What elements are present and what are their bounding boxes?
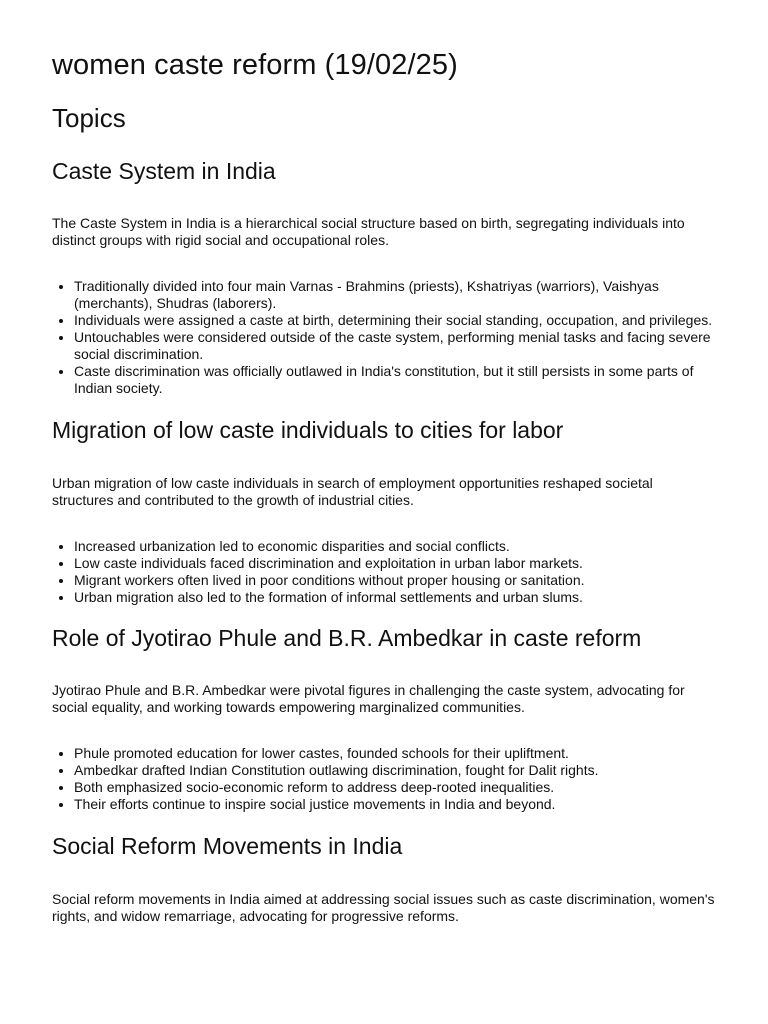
bullet-list: [52, 538, 716, 606]
section-phule-ambedkar: [52, 623, 716, 813]
list-item: • Migrant workers often lived in poor conditions without proper housing or sanitation.: [74, 572, 716, 589]
section-migration: [52, 415, 716, 606]
section-paragraph: Jyotirao Phule and B.R. Ambedkar were pivotal figures in challenging the caste system, advocating for social equality, and working towards empowering marginalized communities.: [52, 682, 685, 715]
section-heading: Social Reform Movements in India: [52, 833, 403, 859]
list-item: • Both emphasized socio-economic reform to address deep-rooted inequalities.: [74, 779, 716, 796]
section-paragraph: Urban migration of low caste individuals in search of employment opportunities reshaped societal structures and contributed to the growth of industrial cities.: [52, 475, 653, 508]
section-paragraph: Social reform movements in India aimed at addressing social issues such as caste discrimination, women's rights, and widow remarriage, advocating for progressive reforms.: [52, 891, 715, 924]
list-item: • Urban migration also led to the formation of informal settlements and urban slums.: [74, 589, 716, 606]
document-title: women caste reform (19/02/25): [52, 49, 458, 81]
section-heading: Caste System in India: [52, 158, 276, 184]
list-item: • Their efforts continue to inspire social justice movements in India and beyond.: [74, 796, 716, 813]
bullet-list: [52, 278, 716, 397]
list-item: • Untouchables were considered outside of the caste system, performing menial tasks and facing severe social discrimination.: [74, 329, 716, 363]
list-item: • Phule promoted education for lower castes, founded schools for their upliftment.: [74, 745, 716, 762]
list-item: • Traditionally divided into four main Varnas - Brahmins (priests), Kshatriyas (warriors), Vaishyas (merchants), Shudras (laborers).: [74, 278, 716, 312]
list-item: • Caste discrimination was officially outlawed in India's constitution, but it still persists in some parts of Indian society.: [74, 363, 716, 397]
list-item: • Increased urbanization led to economic disparities and social conflicts.: [74, 538, 716, 555]
section-caste-system: [52, 156, 716, 397]
section-heading: Migration of low caste individuals to cities for labor: [52, 417, 564, 443]
section-paragraph: The Caste System in India is a hierarchical social structure based on birth, segregating individuals into distinct groups with rigid social and occupational roles.: [52, 215, 685, 248]
topics-heading: Topics: [52, 103, 126, 133]
bullet-list: [52, 745, 716, 813]
section-heading: Role of Jyotirao Phule and B.R. Ambedkar in caste reform: [52, 625, 642, 651]
list-item: • Individuals were assigned a caste at birth, determining their social standing, occupation, and privileges.: [74, 312, 716, 329]
list-item: • Ambedkar drafted Indian Constitution outlawing discrimination, fought for Dalit rights.: [74, 762, 716, 779]
list-item: • Low caste individuals faced discrimination and exploitation in urban labor markets.: [74, 555, 716, 572]
section-social-reform: [52, 831, 716, 925]
